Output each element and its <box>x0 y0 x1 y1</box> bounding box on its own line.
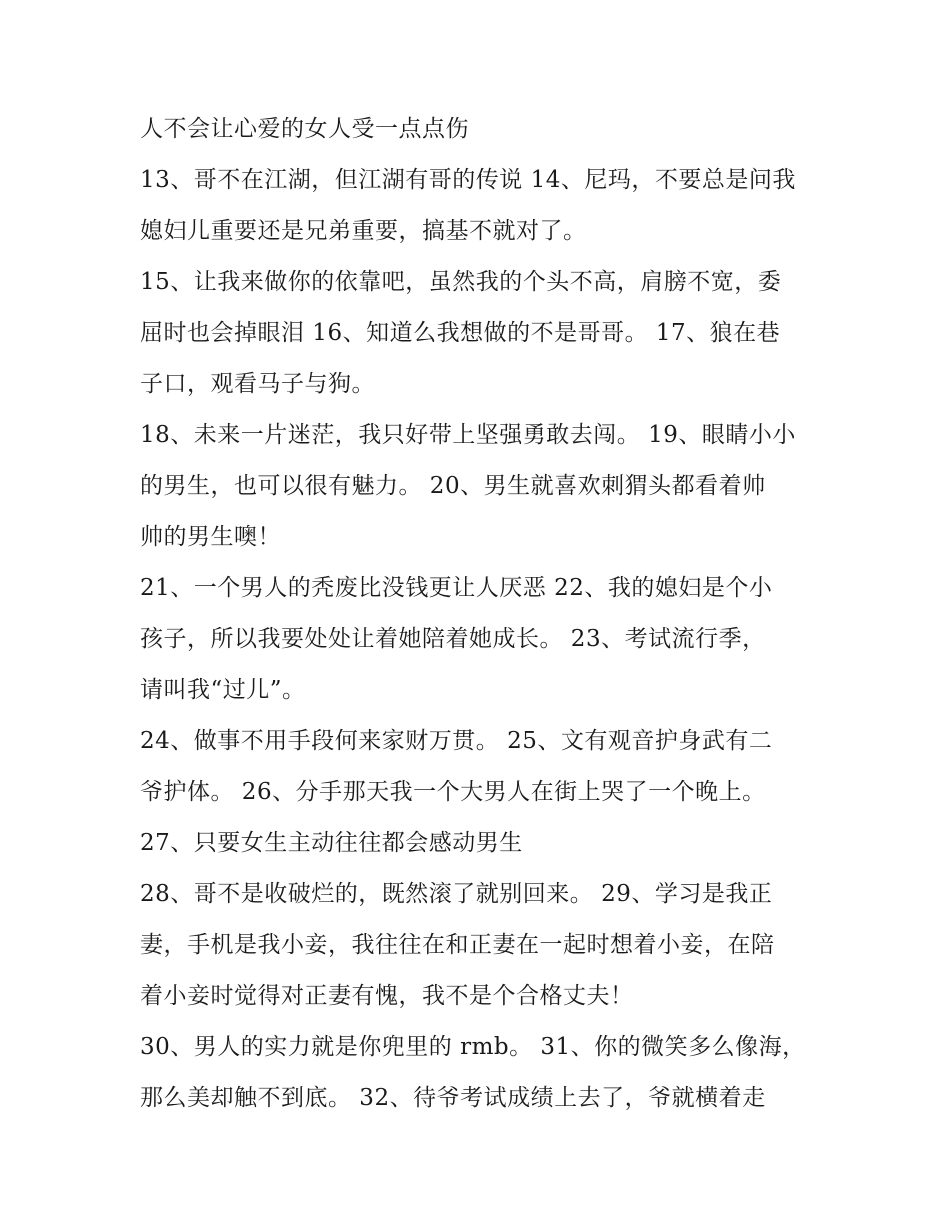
text-line: 着小妾时觉得对正妻有愧，我不是个合格丈夫！ <box>140 983 634 1009</box>
text-line: 孩子，所以我要处处让着她陪着她成长。 23、考试流行季， <box>140 626 766 652</box>
text-line: 媳妇儿重要还是兄弟重要，搞基不就对了。 <box>140 218 587 244</box>
text-line: 子口，观看马子与狗。 <box>140 371 375 397</box>
text-line: 妻，手机是我小妾，我往往在和正妻在一起时想着小妾，在陪 <box>140 932 775 958</box>
text-line: 21、一个男人的秃废比没钱更让人厌恶 22、我的媳妇是个小 <box>140 575 773 601</box>
text-line: 那么美却触不到底。 32、待爷考试成绩上去了，爷就横着走 <box>140 1085 766 1111</box>
text-line: 28、哥不是收破烂的，既然滚了就别回来。 29、学习是我正 <box>140 881 773 907</box>
text-line: 30、男人的实力就是你兜里的 rmb。 31、你的微笑多么像海， <box>140 1034 806 1060</box>
text-line: 爷护体。 26、分手那天我一个大男人在街上哭了一个晚上。 <box>140 779 766 805</box>
text-line: 15、让我来做你的依靠吧，虽然我的个头不高，肩膀不宽，委 <box>140 269 782 295</box>
text-line: 13、哥不在江湖，但江湖有哥的传说 14、尼玛，不要总是问我 <box>140 167 796 193</box>
text-line: 人不会让心爱的女人受一点点伤 <box>140 116 469 142</box>
text-line: 24、做事不用手段何来家财万贯。 25、文有观音护身武有二 <box>140 728 773 754</box>
text-line: 27、只要女生主动往往都会感动男生 <box>140 830 523 856</box>
text-line: 帅的男生噢！ <box>140 524 281 550</box>
text-line: 18、未来一片迷茫，我只好带上坚强勇敢去闯。 19、眼睛小小 <box>140 422 796 448</box>
text-line: 屈时也会掉眼泪 16、知道么我想做的不是哥哥。 17、狼在巷 <box>140 320 781 346</box>
document-body <box>140 104 820 1124</box>
text-line: 请叫我“过儿”。 <box>140 677 306 703</box>
text-line: 的男生，也可以很有魅力。 20、男生就喜欢刺猬头都看着帅 <box>140 473 766 499</box>
